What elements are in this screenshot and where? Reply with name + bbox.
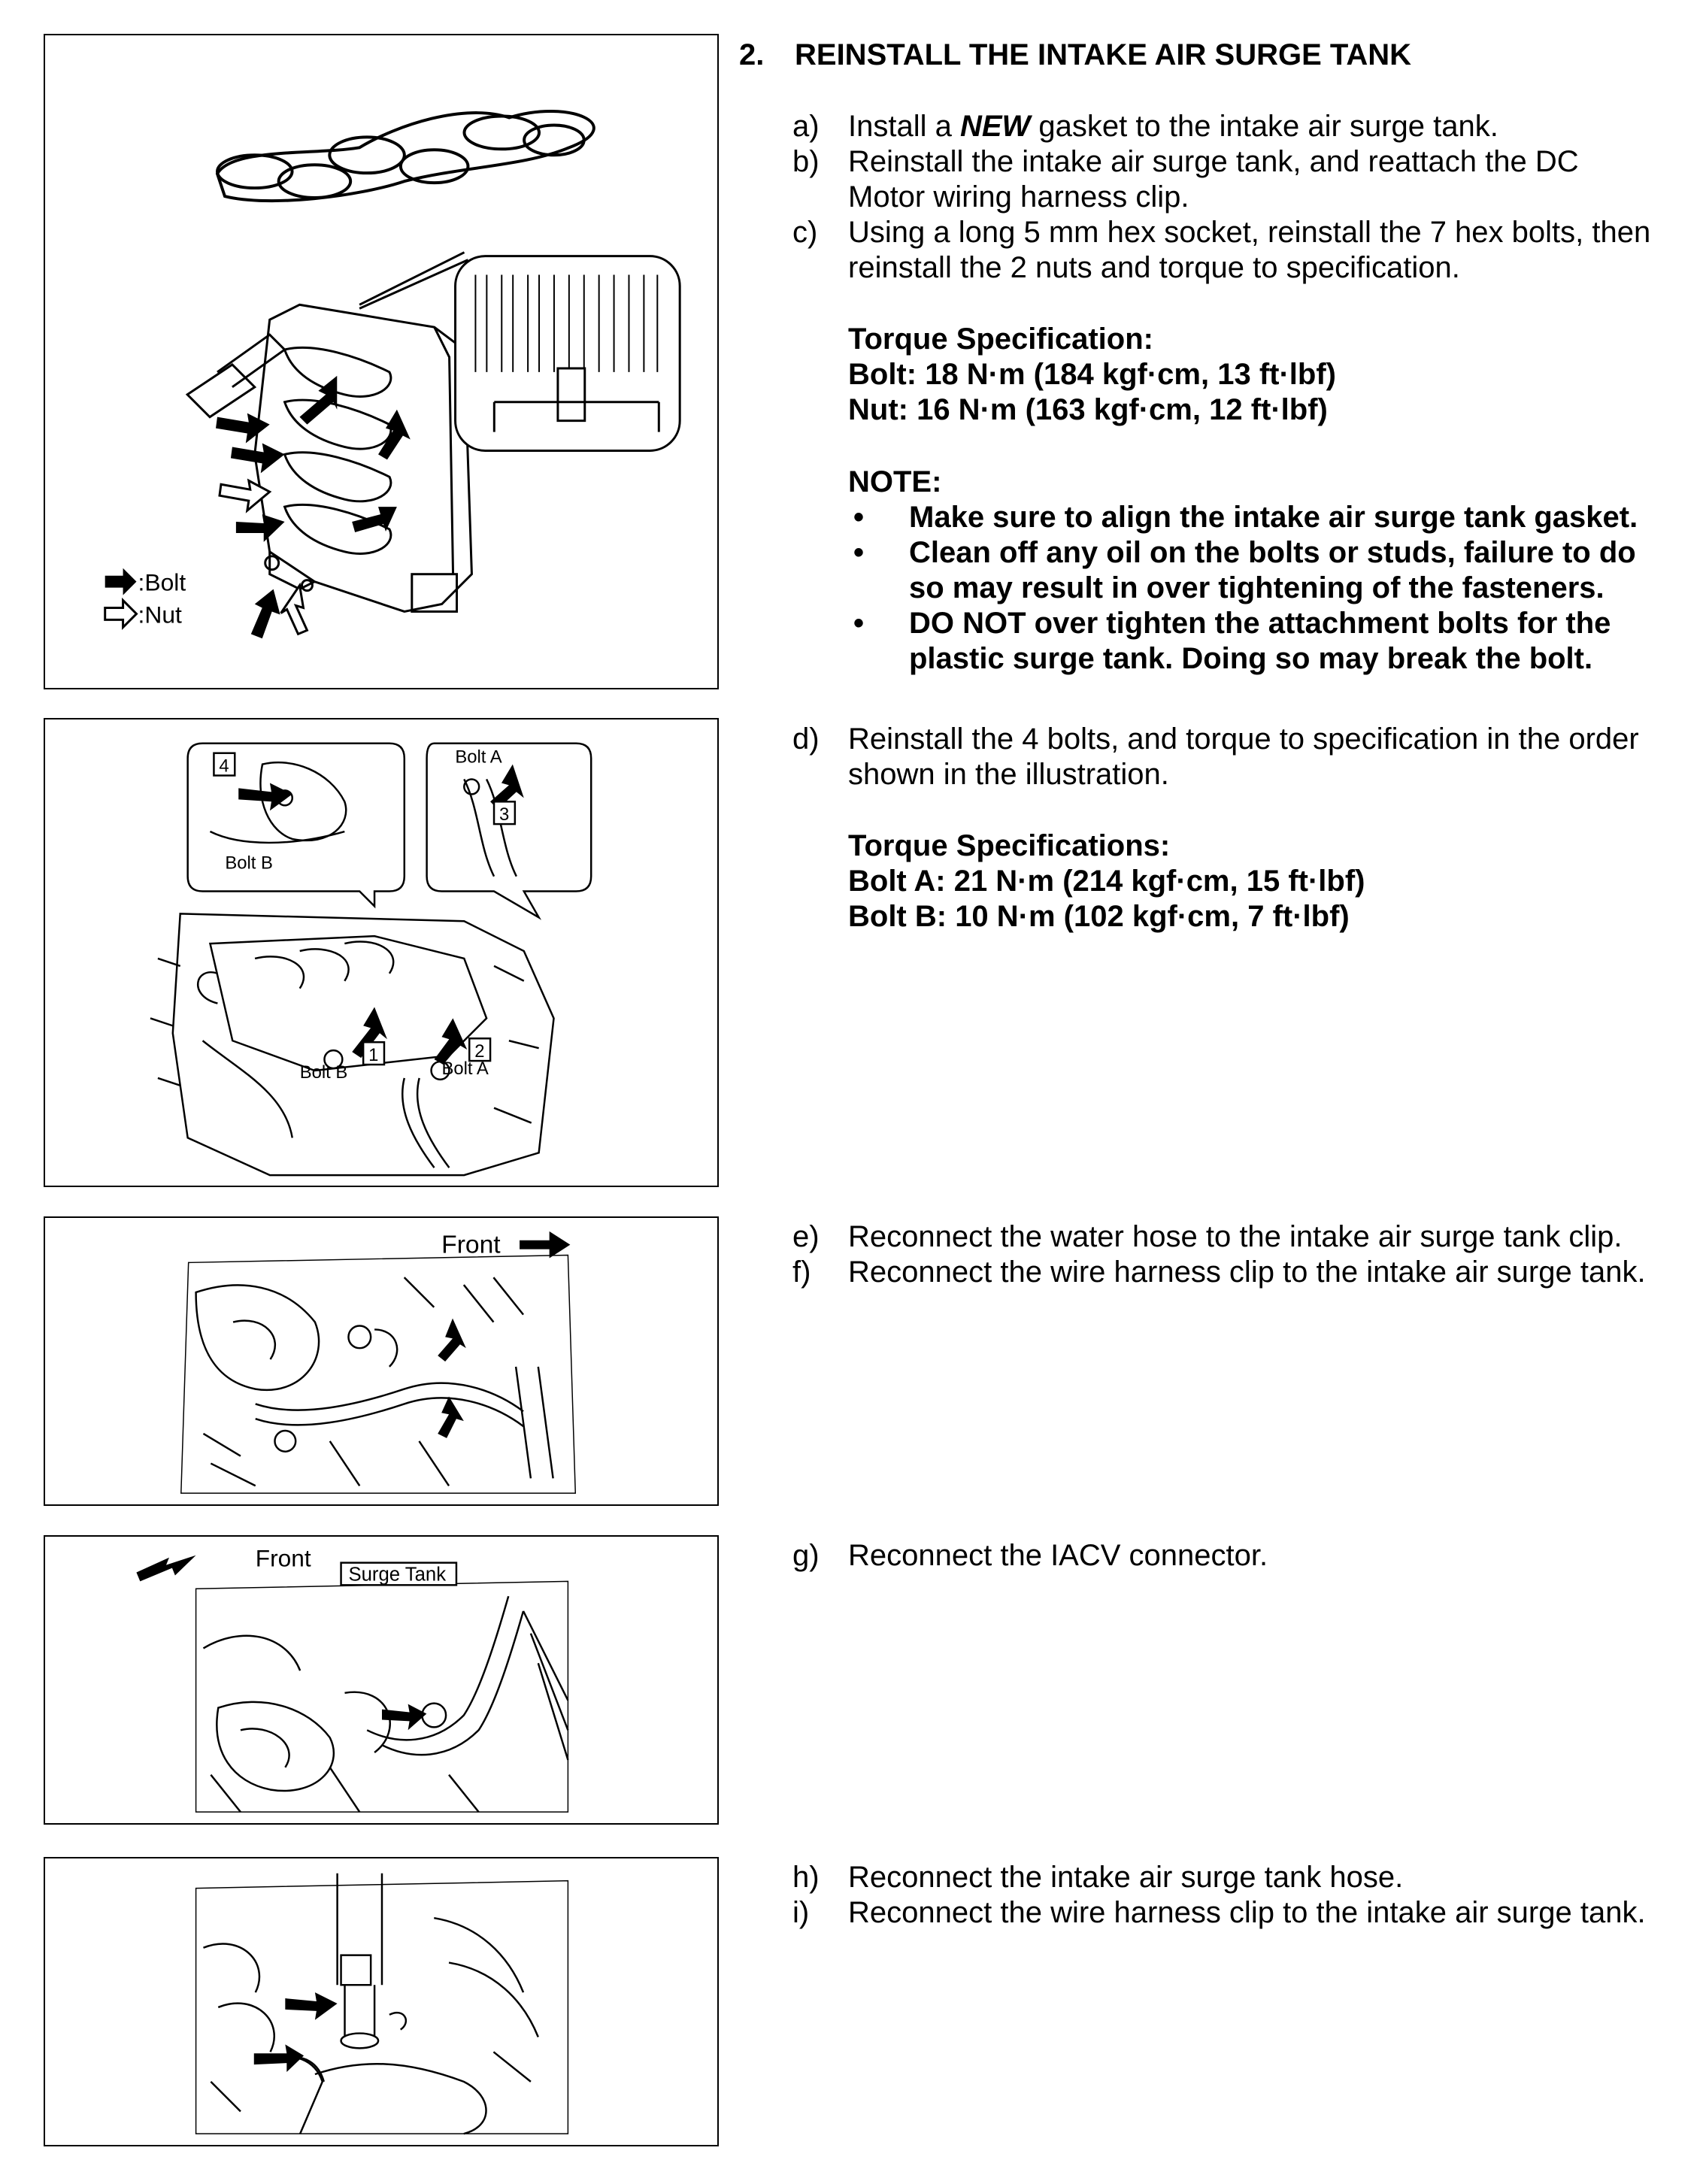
step-g-text: Reconnect the IACV connector. <box>848 1539 1268 1572</box>
step-c-text: Using a long 5 mm hex socket, reinstall the 7 hex bolts, then reinstall the 2 nuts and torque to specification. <box>848 216 1651 284</box>
iacv-connector-illustration <box>45 1537 717 1823</box>
detail-callout <box>359 253 680 451</box>
nut-legend-arrow <box>105 601 137 628</box>
front-arrow <box>520 1231 570 1259</box>
surge-tank-label: Surge Tank <box>348 1564 447 1586</box>
bullet: • <box>853 607 865 640</box>
note-title: NOTE: <box>848 465 942 498</box>
bolt-order-illustration <box>45 719 717 1186</box>
torque-spec-title: Torque Specification: <box>848 323 1153 356</box>
note-item-text: Clean off any oil on the bolts or studs, failure to do so may result in over tightening of the fasteners. <box>909 536 1636 604</box>
torque-spec-bolt: Bolt: 18 N·m (184 kgf·cm, 13 ft·lbf) <box>848 358 1336 391</box>
front-label: Front <box>255 1544 311 1572</box>
torque-spec-bolt-b: Bolt B: 10 N·m (102 kgf·cm, 7 ft·lbf) <box>848 900 1350 933</box>
step-h-text: Reconnect the intake air surge tank hose. <box>848 1861 1404 1894</box>
figure-water-hose <box>44 1216 719 1506</box>
figure-surge-tank-hose <box>44 1857 719 2146</box>
bolt-b-top-label: Bolt B <box>225 853 273 874</box>
legend <box>105 568 186 629</box>
bolt-number-1: 1 <box>368 1045 379 1066</box>
step-d-text: Reinstall the 4 bolts, and torque to specification in the order shown in the illustration. <box>848 722 1639 791</box>
surge-tank-illustration <box>45 35 717 688</box>
manifold-drawing <box>187 304 471 611</box>
bolt-a-top-label: Bolt A <box>455 747 502 768</box>
torque-spec-bolt-a: Bolt A: 21 N·m (214 kgf·cm, 15 ft·lbf) <box>848 865 1365 898</box>
step-letter: a) <box>792 110 820 143</box>
step-f-text: Reconnect the wire harness clip to the intake air surge tank. <box>848 1256 1646 1289</box>
legend-nut-label: :Nut <box>138 601 182 629</box>
step-a-text-pre: Install a <box>848 110 960 143</box>
gasket-drawing <box>217 111 594 201</box>
step-letter: i) <box>792 1896 810 1929</box>
step-b-text: Reinstall the intake air surge tank, and reattach the DC Motor wiring harness clip. <box>848 145 1579 214</box>
bolt-number-2: 2 <box>474 1041 485 1062</box>
bolt-legend-arrow <box>105 568 137 595</box>
step-letter: b) <box>792 145 820 178</box>
bolt-number-4: 4 <box>219 756 229 777</box>
legend-bolt-label: :Bolt <box>138 568 186 596</box>
figure-iacv-connector <box>44 1535 719 1825</box>
water-hose-illustration <box>45 1218 717 1504</box>
bullet: • <box>853 536 865 569</box>
step-letter: h) <box>792 1861 820 1894</box>
step-letter: c) <box>792 216 818 249</box>
note-item-text: Make sure to align the intake air surge tank gasket. <box>909 501 1638 534</box>
torque-spec-nut: Nut: 16 N·m (163 kgf·cm, 12 ft·lbf) <box>848 393 1328 426</box>
step-letter: d) <box>792 722 820 756</box>
step-letter: f) <box>792 1256 811 1289</box>
front-label: Front <box>441 1231 501 1259</box>
step-a-new-emphasis: NEW <box>959 110 1031 143</box>
bolt-arrows <box>216 376 411 638</box>
step-e-text: Reconnect the water hose to the intake air surge tank clip. <box>848 1220 1623 1253</box>
bullet: • <box>853 501 865 534</box>
section-title: REINSTALL THE INTAKE AIR SURGE TANK <box>795 38 1411 71</box>
front-arrow <box>136 1555 195 1582</box>
bolt-b-bottom-label: Bolt B <box>299 1062 348 1083</box>
surge-tank-hose-illustration <box>45 1858 717 2145</box>
step-i-text: Reconnect the wire harness clip to the intake air surge tank. <box>848 1896 1646 1929</box>
figure-bolt-order <box>44 718 719 1187</box>
step-letter: e) <box>792 1220 820 1253</box>
bolt-a-bottom-label: Bolt A <box>441 1058 489 1079</box>
step-a-text-post: gasket to the intake air surge tank. <box>1030 110 1498 143</box>
bolt-number-3: 3 <box>498 804 510 825</box>
section-number: 2. <box>739 38 765 71</box>
figure-surge-tank-gasket <box>44 34 719 689</box>
torque-specs-title: Torque Specifications: <box>848 829 1171 862</box>
note-item-text: DO NOT over tighten the attachment bolts for the plastic surge tank. Doing so may break the bolt. <box>909 607 1611 675</box>
step-letter: g) <box>792 1539 820 1572</box>
